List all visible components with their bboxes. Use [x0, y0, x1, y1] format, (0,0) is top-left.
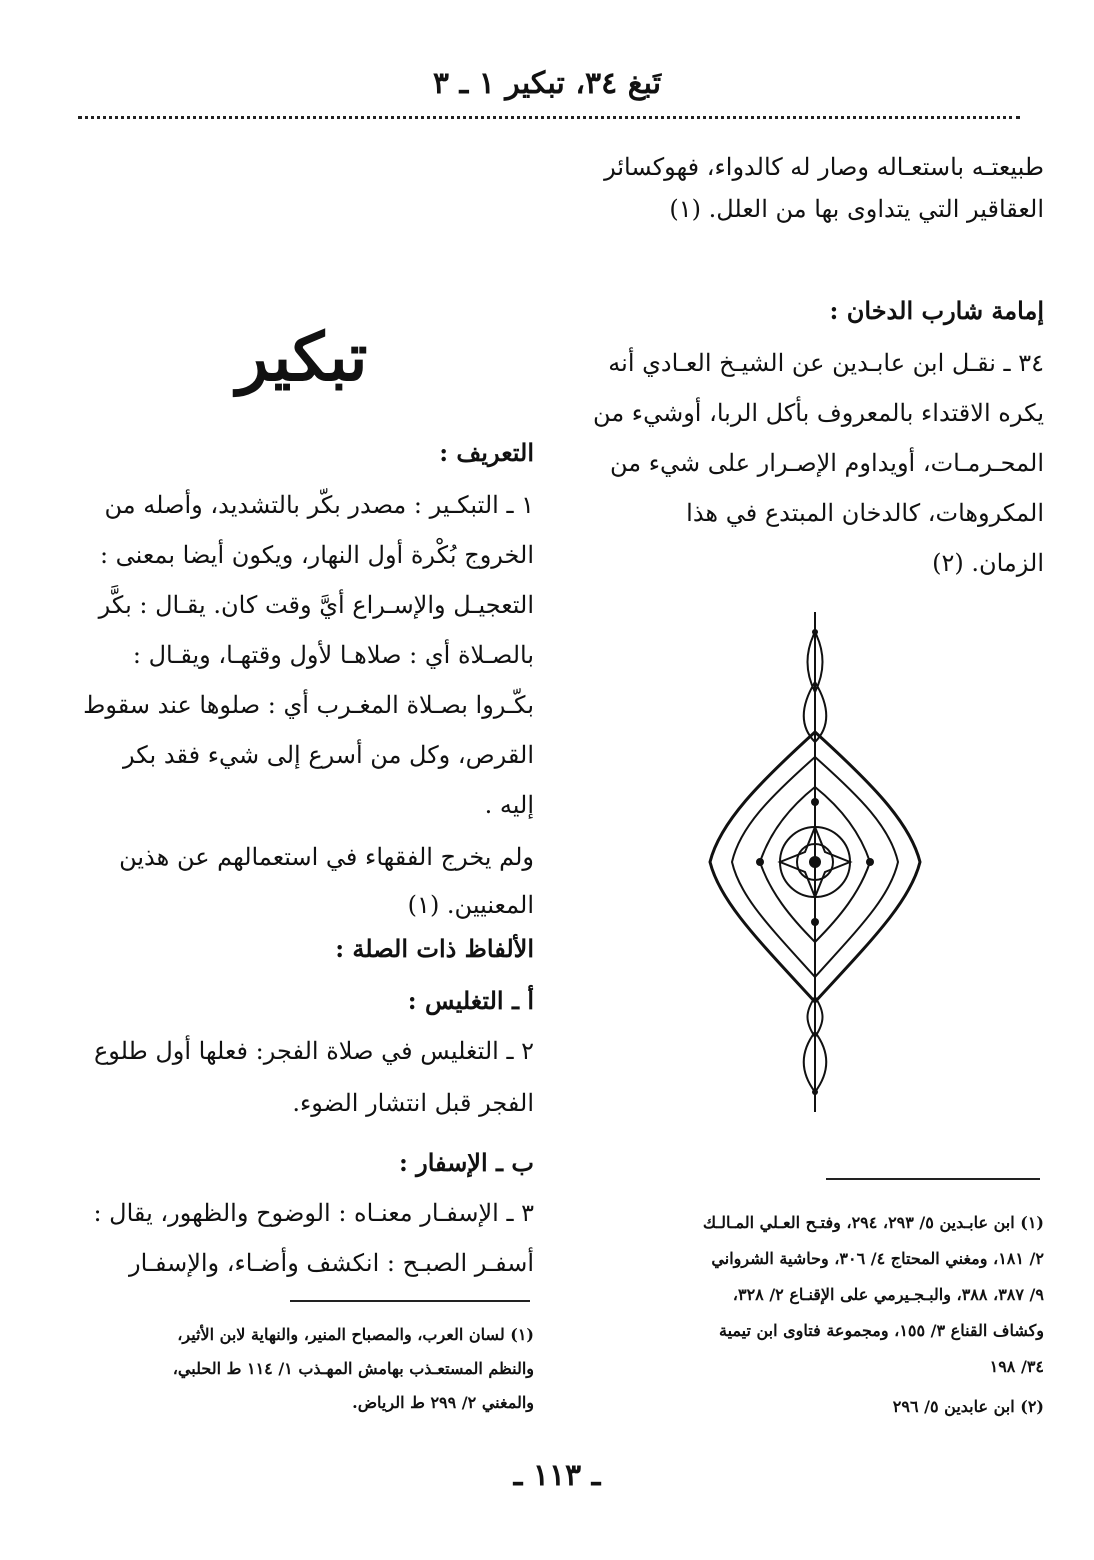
right-section-line-4: المكروهات، كالدخان المبتدع في هذا	[686, 499, 1044, 527]
paragraph2-line-1: ولم يخرج الفقهاء في استعمالهم عن هذين	[119, 843, 534, 871]
definition-line-2: الخروج بُكْرة أول النهار، ويكون أيضا بمعنى :	[99, 541, 534, 569]
section-heading-smoker-imam: إمامة شارب الدخان :	[829, 296, 1044, 325]
taghlis-line-1: ٢ ـ التغليس في صلاة الفجر: فعلها أول طلوع	[93, 1037, 534, 1065]
header-dotted-rule	[78, 116, 1020, 119]
right-footnote-line-3: ٩/ ٣٨٧، ٣٨٨، والبـجـيرمي على الإقنـاع ٢/ ٣٢٨،	[732, 1285, 1044, 1304]
definition-line-1: ١ ـ التبكـير : مصدر بكّر بالتشديد، وأصله من	[104, 491, 534, 519]
isfar-line-2: أسفـر الصبـح : انكشف وأضـاء، والإسفـار	[129, 1249, 534, 1277]
right-footnote-line-5: ٣٤/ ١٩٨	[989, 1357, 1044, 1376]
paragraph2-line-2: المعنيين. (١)	[407, 891, 534, 919]
definition-line-4: بالصـلاة أي : صلاهـا لأول وقتهـا، ويقـال :	[132, 641, 534, 669]
right-section-line-1: ٣٤ ـ نقـل ابن عابـدين عن الشيـخ العـادي أنه	[608, 349, 1044, 377]
left-footnote-line-1: (١) لسان العرب، والمصباح المنير، والنهاية لابن الأثير،	[177, 1325, 534, 1344]
right-footnote-line-2: ٢/ ١٨١، ومغني المحتاج ٤/ ٣٠٦، وحاشية الشرواني	[711, 1249, 1044, 1268]
subheading-taghlis: أ ـ التغليس :	[407, 986, 534, 1015]
definition-heading: التعريف :	[439, 438, 534, 467]
subheading-isfar: ب ـ الإسفار :	[398, 1148, 534, 1177]
right-intro-line-2: العقاقير التي يتداوى بها من العلل. (١)	[669, 195, 1044, 223]
left-footnote-line-3: والمغني ٢/ ٢٩٩ ط الرياض.	[352, 1393, 534, 1412]
right-footnote-line-1: (١) ابن عابـدين ٥/ ٢٩٣، ٢٩٤، وفتـح العـلي المـالـك	[702, 1213, 1044, 1232]
arabesque-ornament-icon	[700, 612, 930, 1112]
right-footnote-line-6: (٢) ابن عابدين ٥/ ٢٩٦	[892, 1397, 1044, 1416]
right-intro-line-1: طبيعتـه باستعـاله وصار له كالدواء، فهوكسائر	[604, 153, 1044, 181]
right-section-line-5: الزمان. (٢)	[932, 549, 1044, 577]
page-number: ـ ١١٣ ـ	[513, 1458, 601, 1493]
left-footnote-line-2: والنظم المستعـذب بهامش المهـذب ١/ ١١٤ ط الحلبي،	[172, 1359, 534, 1378]
related-terms-heading: الألفاظ ذات الصلة :	[335, 934, 534, 963]
left-footnote-separator	[290, 1300, 530, 1302]
right-section-line-2: يكره الاقتداء بالمعروف بأكل الربا، أوشيء من	[593, 399, 1044, 427]
definition-line-5: بكّـروا بصـلاة المغـرب أي : صلوها عند سقوط	[83, 691, 534, 719]
taghlis-line-2: الفجر قبل انتشار الضوء.	[292, 1089, 534, 1117]
entry-title: تبكير	[236, 318, 368, 396]
right-footnote-line-4: وكشاف القناع ٣/ ١٥٥، ومجموعة فتاوى ابن تيمية	[718, 1321, 1044, 1340]
definition-line-3: التعجيـل والإسـراع أيَّ وقت كان. يقـال : بكَّر	[98, 591, 534, 619]
definition-line-6: القرص، وكل من أسرع إلى شيء فقد بكر	[123, 741, 534, 769]
definition-line-7: إليه .	[484, 791, 534, 819]
running-header: تَبغ ٣٤، تبكير ١ ـ ٣	[432, 66, 662, 101]
right-section-line-3: المحـرمـات، أويداوم الإصـرار على شيء من	[609, 449, 1044, 477]
right-footnote-separator	[826, 1178, 1040, 1180]
isfar-line-1: ٣ ـ الإسفـار معنـاه : الوضوح والظهور، يقال :	[93, 1199, 534, 1227]
